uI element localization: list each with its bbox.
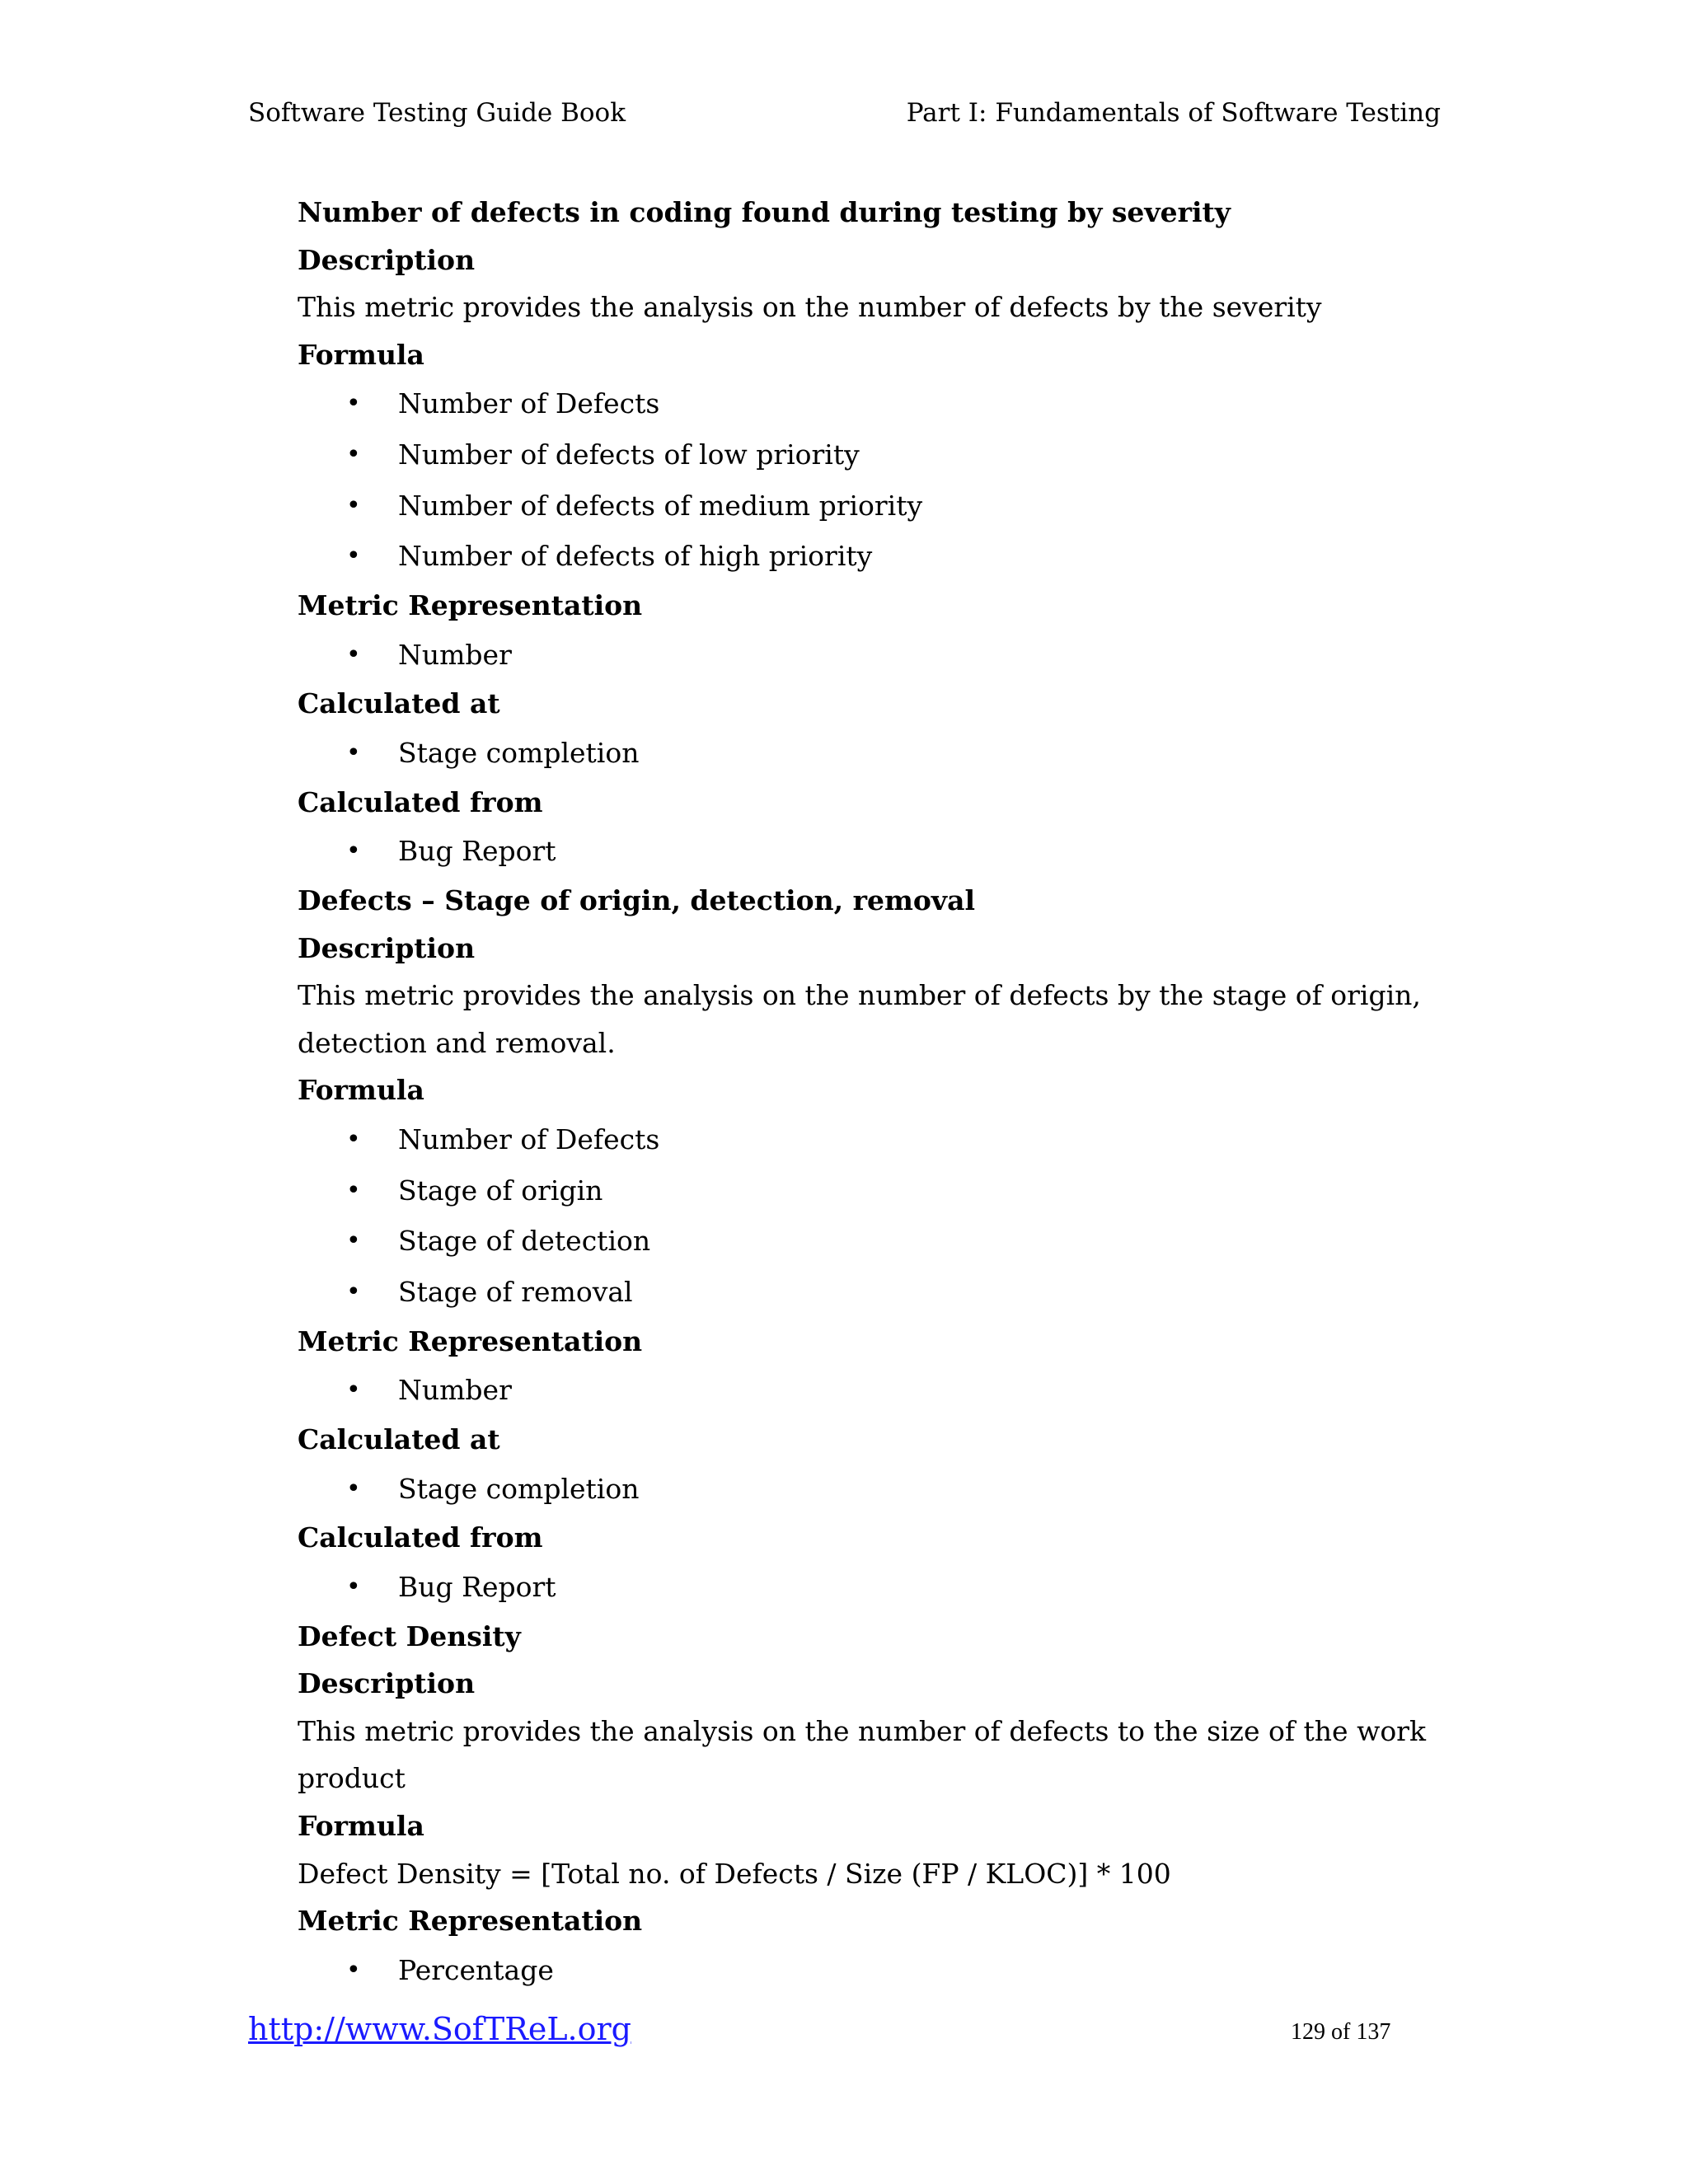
section-heading: Formula (298, 1074, 424, 1107)
section-heading: Metric Representation (298, 1324, 643, 1357)
bullet-icon: • (346, 1572, 361, 1601)
bullet-item (298, 429, 1451, 480)
section-heading: Number of defects in coding found during testing by severity (298, 196, 1231, 228)
page-number: 129 of 137 (1291, 2019, 1391, 2045)
section-heading: Description (298, 1667, 476, 1700)
bullet-text: Number of Defects (398, 387, 660, 420)
bullet-item (298, 1365, 1451, 1416)
section-heading: Formula (298, 338, 424, 371)
section-heading: Calculated at (298, 687, 500, 720)
bullet-item (298, 826, 1451, 877)
bullet-text: Number (398, 1374, 512, 1407)
bullet-icon: • (346, 1226, 361, 1256)
bullet-text: Stage of detection (398, 1225, 651, 1258)
section-heading: Defects – Stage of origin, detection, removal (298, 883, 975, 916)
section-heading: Description (298, 243, 476, 276)
bullet-item (298, 1216, 1451, 1267)
paragraph-line: product (298, 1762, 406, 1795)
bullet-item (298, 1945, 1451, 1996)
bullet-icon: • (346, 1277, 361, 1306)
bullet-icon: • (346, 837, 361, 866)
bullet-text: Bug Report (398, 835, 556, 868)
paragraph-line: This metric provides the analysis on the number of defects by the stage of origin, (298, 979, 1421, 1012)
bullet-text: Stage completion (398, 1472, 640, 1505)
section-heading: Metric Representation (298, 1905, 643, 1938)
footer-website-link[interactable]: http://www.SofTReL.org (248, 2011, 631, 2047)
bullet-text: Number (398, 638, 512, 671)
bullet-icon: • (346, 1124, 361, 1154)
bullet-text: Percentage (398, 1953, 554, 1986)
section-heading: Formula (298, 1809, 424, 1842)
bullet-item (298, 1464, 1451, 1515)
bullet-icon: • (346, 490, 361, 520)
section-heading: Metric Representation (298, 589, 643, 622)
paragraph-line: Defect Density = [Total no. of Defects / Size (FP / KLOC)] * 100 (298, 1857, 1171, 1890)
bullet-icon: • (346, 640, 361, 669)
header-part-title: Part I: Fundamentals of Software Testing (906, 98, 1441, 128)
bullet-icon: • (346, 1955, 361, 1985)
bullet-item (298, 1562, 1451, 1613)
bullet-icon: • (346, 541, 361, 571)
bullet-text: Stage completion (398, 737, 640, 769)
section-heading: Calculated at (298, 1422, 500, 1455)
bullet-icon: • (346, 1474, 361, 1503)
document-body (298, 189, 1451, 1995)
bullet-icon: • (346, 1376, 361, 1405)
bullet-text: Number of defects of medium priority (398, 489, 923, 522)
bullet-icon: • (346, 389, 361, 419)
paragraph-line: detection and removal. (298, 1026, 616, 1059)
section-heading: Description (298, 931, 476, 964)
header-book-title: Software Testing Guide Book (248, 98, 626, 128)
bullet-text: Stage of removal (398, 1276, 633, 1308)
bullet-text: Number of defects of low priority (398, 438, 860, 471)
bullet-item (298, 728, 1451, 779)
section-heading: Calculated from (298, 1521, 543, 1554)
paragraph-line: This metric provides the analysis on the number of defects to the size of the work (298, 1714, 1426, 1747)
bullet-icon: • (346, 738, 361, 767)
bullet-item (298, 1165, 1451, 1216)
section-heading: Calculated from (298, 785, 543, 818)
bullet-text: Number of Defects (398, 1122, 660, 1155)
bullet-icon: • (346, 440, 361, 470)
bullet-item (298, 1114, 1451, 1165)
bullet-item (298, 1267, 1451, 1318)
bullet-item (298, 531, 1451, 582)
bullet-item (298, 480, 1451, 532)
bullet-text: Number of defects of high priority (398, 540, 873, 573)
bullet-icon: • (346, 1175, 361, 1205)
bullet-item (298, 630, 1451, 681)
bullet-item (298, 378, 1451, 429)
bullet-text: Bug Report (398, 1570, 556, 1603)
section-heading: Defect Density (298, 1619, 521, 1652)
paragraph-line: This metric provides the analysis on the number of defects by the severity (298, 291, 1322, 324)
bullet-text: Stage of origin (398, 1174, 603, 1207)
